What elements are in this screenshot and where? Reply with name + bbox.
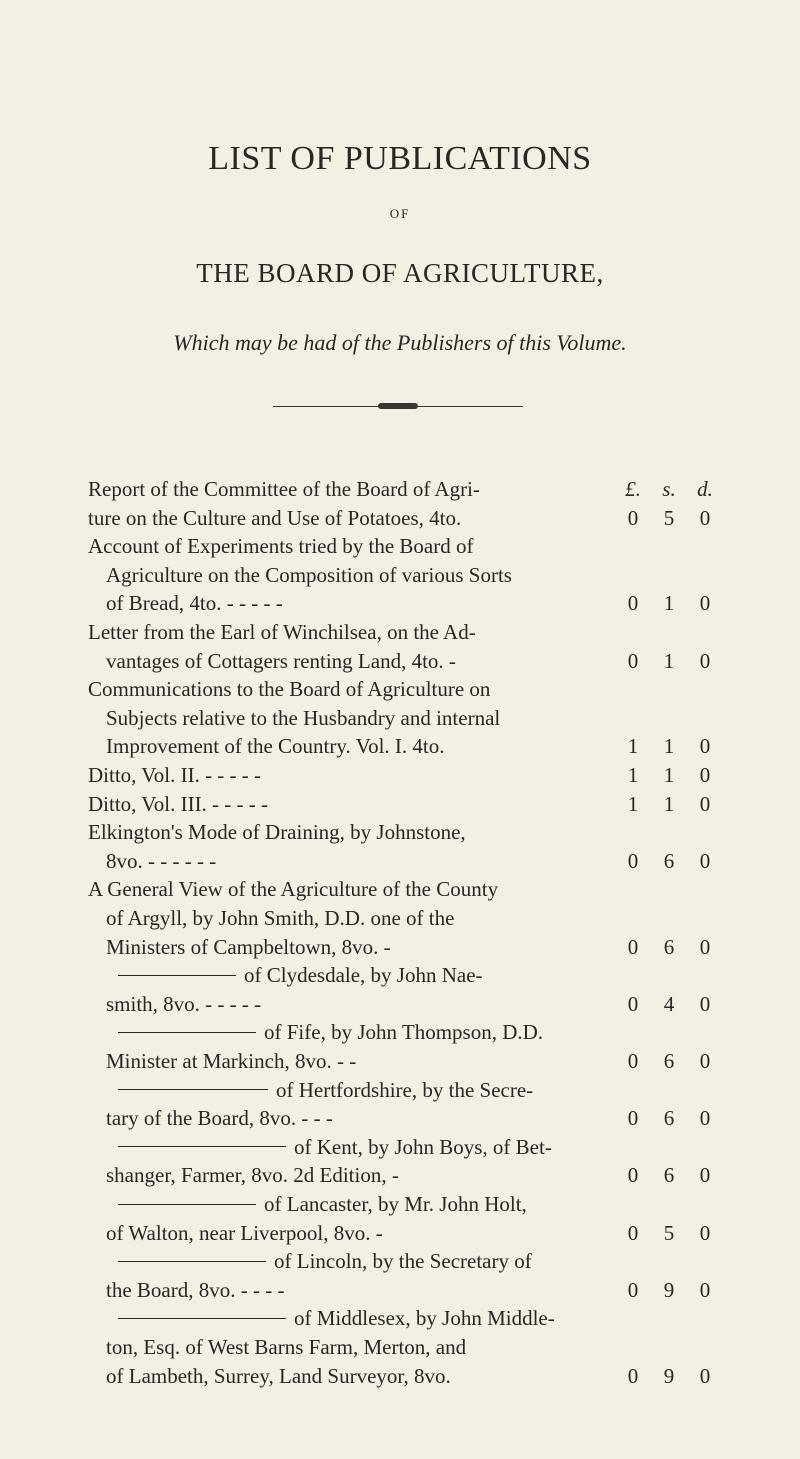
price-pence: 0 bbox=[699, 734, 711, 759]
entry-text bbox=[106, 1275, 284, 1305]
entry-label: Minister at Markinch, 8vo. - - bbox=[106, 1049, 357, 1073]
price-pence: 0 bbox=[699, 591, 711, 616]
list-item bbox=[0, 617, 800, 647]
entry-label: shanger, Farmer, 8vo. 2d Edition, - bbox=[106, 1163, 399, 1188]
entry-text bbox=[118, 1246, 532, 1276]
list-item bbox=[0, 1189, 800, 1219]
entry-text bbox=[118, 960, 483, 990]
entry-text bbox=[88, 760, 261, 790]
entry-label: of Fife, by John Thompson, D.D. bbox=[264, 1020, 544, 1045]
price-pounds: 1 bbox=[627, 791, 639, 816]
price-pounds: 0 bbox=[627, 648, 639, 673]
entry-text bbox=[106, 1332, 466, 1362]
price-shillings: 9 bbox=[663, 1363, 675, 1388]
page-title: LIST OF PUBLICATIONS bbox=[208, 140, 592, 177]
price-pounds: 0 bbox=[627, 934, 639, 959]
list-item bbox=[0, 760, 800, 790]
list-item bbox=[0, 560, 800, 590]
entry-text bbox=[106, 1160, 399, 1190]
price-pounds: 0 bbox=[627, 1163, 639, 1188]
title-connector: OF bbox=[389, 206, 411, 221]
list-item bbox=[0, 1160, 800, 1190]
entry-text bbox=[118, 1303, 555, 1333]
pounds-heading: £. bbox=[625, 477, 641, 501]
price-shillings: 5 bbox=[663, 505, 675, 530]
ditto-rule bbox=[118, 1318, 286, 1319]
price-pounds: 0 bbox=[627, 505, 639, 530]
list-item bbox=[0, 503, 800, 533]
price-pounds: 0 bbox=[627, 591, 639, 616]
entry-label: Elkington's Mode of Draining, by Johnstone, bbox=[88, 820, 466, 845]
entry-label: A General View of the Agriculture of the County bbox=[88, 877, 499, 902]
ditto-rule bbox=[118, 1261, 266, 1262]
list-item bbox=[0, 1046, 800, 1076]
price-pounds: 0 bbox=[627, 848, 639, 873]
price-pence: 0 bbox=[699, 848, 711, 873]
list-item bbox=[0, 1361, 800, 1391]
price-pence: 0 bbox=[699, 791, 711, 816]
price-shillings: 1 bbox=[663, 734, 675, 759]
entry-text bbox=[106, 588, 283, 618]
entry-text bbox=[118, 1075, 533, 1105]
price-pounds: 0 bbox=[627, 1363, 639, 1388]
list-item bbox=[0, 1332, 800, 1362]
list-item bbox=[0, 531, 800, 561]
price-shillings: 1 bbox=[663, 763, 675, 787]
entry-label: of Clydesdale, by John Nae- bbox=[244, 963, 483, 988]
price-shillings: 1 bbox=[663, 591, 675, 616]
price-shillings: 4 bbox=[663, 991, 675, 1016]
price-shillings: 6 bbox=[663, 934, 675, 959]
ditto-rule bbox=[118, 975, 236, 976]
list-item bbox=[0, 932, 800, 962]
entry-label: Report of the Committee of the Board of Agri- bbox=[88, 477, 480, 501]
pence-heading: d. bbox=[697, 477, 713, 501]
entry-label: of Bread, 4to. - - - - - bbox=[106, 591, 283, 616]
price-pence: 0 bbox=[699, 1220, 711, 1245]
entry-label: of Hertfordshire, by the Secre- bbox=[276, 1077, 534, 1102]
entry-text bbox=[88, 874, 498, 904]
price-pence: 0 bbox=[699, 934, 711, 959]
list-item bbox=[0, 703, 800, 733]
price-pounds: 0 bbox=[627, 1220, 639, 1245]
ditto-rule bbox=[118, 1089, 268, 1090]
list-item bbox=[0, 588, 800, 618]
entry-label: Ditto, Vol. III. - - - - - bbox=[88, 791, 269, 816]
entry-label: Account of Experiments tried by the Board of bbox=[88, 534, 474, 559]
list-item bbox=[0, 674, 800, 704]
price-pence: 0 bbox=[699, 1363, 711, 1388]
price-pence: 0 bbox=[699, 505, 711, 530]
price-shillings: 6 bbox=[663, 1049, 675, 1073]
entry-text bbox=[106, 1103, 333, 1133]
entry-text bbox=[118, 1189, 527, 1219]
entry-label: of Lambeth, Surrey, Land Surveyor, 8vo. bbox=[106, 1363, 451, 1388]
list-item bbox=[0, 846, 800, 876]
price-pence: 0 bbox=[699, 991, 711, 1016]
list-item bbox=[0, 474, 800, 504]
entry-text bbox=[106, 731, 445, 761]
list-item bbox=[0, 903, 800, 933]
page-subtitle: THE BOARD OF AGRICULTURE, bbox=[196, 258, 604, 288]
price-pounds: 0 bbox=[627, 1277, 639, 1302]
price-shillings: 6 bbox=[663, 848, 675, 873]
entry-text bbox=[106, 846, 216, 876]
entry-text bbox=[118, 1017, 543, 1047]
list-item bbox=[0, 646, 800, 676]
list-item bbox=[0, 1075, 800, 1105]
entry-label: Communications to the Board of Agriculture on bbox=[88, 677, 491, 702]
entry-label: of Lincoln, by the Secretary of bbox=[274, 1249, 532, 1274]
price-pence: 0 bbox=[699, 763, 711, 787]
list-item bbox=[0, 1275, 800, 1305]
ditto-rule bbox=[118, 1032, 256, 1033]
entry-text bbox=[106, 1218, 383, 1248]
list-item bbox=[0, 989, 800, 1019]
list-item bbox=[0, 789, 800, 819]
list-item bbox=[0, 1303, 800, 1333]
entry-label: Ministers of Campbeltown, 8vo. - bbox=[106, 934, 391, 959]
list-item bbox=[0, 817, 800, 847]
entry-label: vantages of Cottagers renting Land, 4to. - bbox=[106, 648, 456, 673]
entry-text bbox=[106, 989, 261, 1019]
entry-text bbox=[88, 474, 480, 504]
entry-label: of Lancaster, by Mr. John Holt, bbox=[264, 1192, 527, 1216]
price-shillings: 1 bbox=[663, 791, 675, 816]
entry-label: tary of the Board, 8vo. - - - bbox=[106, 1106, 333, 1131]
entry-label: of Walton, near Liverpool, 8vo. - bbox=[106, 1220, 383, 1245]
entry-label: the Board, 8vo. - - - - bbox=[106, 1277, 285, 1302]
price-pounds: 0 bbox=[627, 1106, 639, 1131]
price-pence: 0 bbox=[699, 648, 711, 673]
entry-label: Letter from the Earl of Winchilsea, on the Ad- bbox=[88, 620, 476, 644]
entry-text bbox=[88, 617, 476, 647]
price-pounds: 1 bbox=[627, 763, 639, 787]
entry-text bbox=[106, 646, 456, 676]
entry-text bbox=[106, 1361, 451, 1391]
entry-label: ton, Esq. of West Barns Farm, Merton, and bbox=[106, 1335, 467, 1359]
entry-text bbox=[88, 789, 268, 819]
entry-label: of Middlesex, by John Middle- bbox=[294, 1306, 555, 1331]
entry-label: Ditto, Vol. II. - - - - - bbox=[88, 763, 262, 787]
entry-label: Subjects relative to the Husbandry and internal bbox=[106, 705, 501, 730]
entry-text bbox=[106, 903, 454, 933]
entry-text bbox=[88, 817, 466, 847]
entry-label: Improvement of the Country. Vol. I. 4to. bbox=[106, 734, 445, 759]
entry-text bbox=[88, 503, 461, 533]
price-shillings: 9 bbox=[663, 1277, 675, 1302]
ditto-rule bbox=[118, 1146, 286, 1147]
list-item bbox=[0, 1103, 800, 1133]
list-item bbox=[0, 1132, 800, 1162]
price-shillings: 5 bbox=[663, 1220, 675, 1245]
entry-text bbox=[106, 932, 391, 962]
entry-label: Agriculture on the Composition of various Sorts bbox=[106, 562, 512, 587]
list-item bbox=[0, 1246, 800, 1276]
price-pence: 0 bbox=[699, 1049, 711, 1073]
price-shillings: 6 bbox=[663, 1163, 675, 1188]
list-item bbox=[0, 1017, 800, 1047]
entry-label: ture on the Culture and Use of Potatoes, 4to. bbox=[88, 505, 462, 530]
list-item bbox=[0, 731, 800, 761]
price-pence: 0 bbox=[699, 1163, 711, 1188]
ditto-rule bbox=[118, 1204, 256, 1205]
entry-text bbox=[106, 1046, 356, 1076]
price-pence: 0 bbox=[699, 1106, 711, 1131]
list-item bbox=[0, 1218, 800, 1248]
entry-label: smith, 8vo. - - - - - bbox=[106, 991, 262, 1016]
entry-text bbox=[88, 674, 490, 704]
price-shillings: 1 bbox=[663, 648, 675, 673]
entry-label: of Kent, by John Boys, of Bet- bbox=[294, 1134, 552, 1159]
entry-label: 8vo. - - - - - - bbox=[106, 848, 217, 873]
entry-text bbox=[106, 560, 512, 590]
list-item bbox=[0, 874, 800, 904]
price-pounds: 1 bbox=[627, 734, 639, 759]
price-pounds: 0 bbox=[627, 1049, 639, 1073]
entry-text bbox=[106, 703, 500, 733]
price-pence: 0 bbox=[699, 1277, 711, 1302]
price-shillings: 6 bbox=[663, 1106, 675, 1131]
entry-label: of Argyll, by John Smith, D.D. one of the bbox=[106, 906, 455, 930]
publisher-note: Which may be had of the Publishers of this Volume. bbox=[173, 330, 627, 355]
entry-text bbox=[118, 1132, 552, 1162]
shillings-heading: s. bbox=[662, 477, 676, 501]
list-item bbox=[0, 960, 800, 990]
price-pounds: 0 bbox=[627, 991, 639, 1016]
entry-text bbox=[88, 531, 473, 561]
